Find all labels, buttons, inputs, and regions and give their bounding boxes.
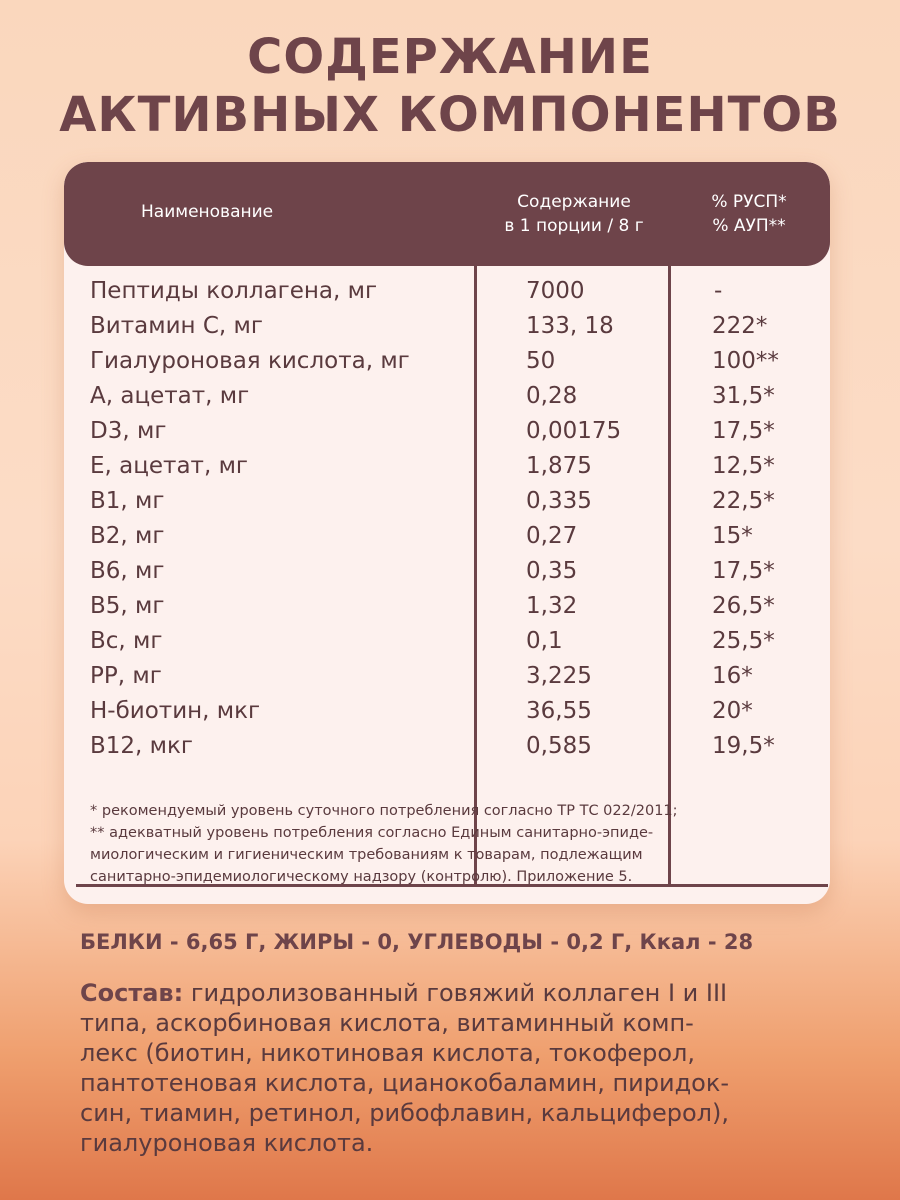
composition-line-6: гиалуроновая кислота.	[80, 1129, 374, 1157]
row-amount: 0,00175	[526, 418, 622, 444]
row-amount: 7000	[526, 278, 585, 304]
footnotes	[90, 800, 810, 888]
row-name: Витамин С, мг	[90, 313, 263, 339]
row-name: Гиалуроновая кислота, мг	[90, 348, 410, 374]
header-percent-line-2: % АУП**	[712, 216, 786, 236]
row-amount: 0,585	[526, 733, 592, 759]
header-percent-line-1: % РУСП*	[711, 192, 787, 212]
row-name: B2, мг	[90, 523, 165, 549]
row-percent: 17,5*	[712, 418, 775, 444]
table-header	[64, 162, 830, 266]
row-amount: 1,32	[526, 593, 578, 619]
table-row	[64, 309, 830, 344]
row-name: Bc, мг	[90, 628, 163, 654]
row-amount: 0,1	[526, 628, 563, 654]
row-amount: 0,35	[526, 558, 578, 584]
table-row	[64, 729, 830, 764]
row-percent: 17,5*	[712, 558, 775, 584]
row-percent: 31,5*	[712, 383, 775, 409]
nutrition-table-card	[64, 162, 830, 904]
macronutrients: БЕЛКИ - 6,65 Г, ЖИРЫ - 0, УГЛЕВОДЫ - 0,2 Г, Ккал - 28	[80, 930, 754, 954]
header-percent	[684, 190, 814, 238]
header-content	[474, 190, 674, 238]
row-amount: 50	[526, 348, 556, 374]
header-name: Наименование	[141, 202, 274, 222]
footnote-line-3: миологическим и гигиеническим требованиям к товарам, подлежащим	[90, 847, 643, 863]
row-name: B12, мкг	[90, 733, 193, 759]
row-name: А, ацетат, мг	[90, 383, 250, 409]
table-row	[64, 344, 830, 379]
row-percent: 222*	[712, 313, 768, 339]
row-percent: 25,5*	[712, 628, 775, 654]
row-amount: 0,28	[526, 383, 578, 409]
row-percent: 20*	[712, 698, 753, 724]
composition-line-2: типа, аскорбиновая кислота, витаминный комп-	[80, 1009, 694, 1037]
page-title	[0, 28, 900, 144]
row-percent: 100**	[712, 348, 779, 374]
table-row	[64, 624, 830, 659]
row-amount: 133, 18	[526, 313, 614, 339]
table-row	[64, 274, 830, 309]
row-name: PP, мг	[90, 663, 162, 689]
composition-line-1	[80, 978, 816, 1008]
table-body	[64, 274, 830, 764]
row-name: B6, мг	[90, 558, 165, 584]
composition-line-4: пантотеновая кислота, цианокобаламин, пиридок-	[80, 1069, 730, 1097]
composition	[80, 978, 816, 1158]
row-percent: 15*	[712, 523, 753, 549]
row-name: B5, мг	[90, 593, 165, 619]
table-row	[64, 414, 830, 449]
row-percent: 16*	[712, 663, 753, 689]
table-row	[64, 519, 830, 554]
table-row	[64, 379, 830, 414]
table-row	[64, 554, 830, 589]
composition-line-3: лекс (биотин, никотиновая кислота, токоферол,	[80, 1039, 696, 1067]
row-name: D3, мг	[90, 418, 167, 444]
row-amount: 0,27	[526, 523, 578, 549]
footnote-line-4: санитарно-эпидемиологическому надзору (контролю). Приложение 5.	[90, 869, 633, 885]
table-row	[64, 589, 830, 624]
table-row	[64, 449, 830, 484]
row-percent: 19,5*	[712, 733, 775, 759]
row-percent: 12,5*	[712, 453, 775, 479]
row-name: Е, ацетат, мг	[90, 453, 249, 479]
row-amount: 3,225	[526, 663, 592, 689]
footnote-line-2: ** адекватный уровень потребления согласно Единым санитарно-эпиде-	[90, 825, 654, 841]
table-row	[64, 694, 830, 729]
footnote-line-1: * рекомендуемый уровень суточного потребления согласно ТР ТС 022/2011;	[90, 803, 678, 819]
table-row	[64, 659, 830, 694]
row-amount: 0,335	[526, 488, 592, 514]
row-name: H-биотин, мкг	[90, 698, 261, 724]
row-amount: 1,875	[526, 453, 592, 479]
title-line-1: СОДЕРЖАНИЕ	[247, 29, 653, 85]
row-percent: -	[714, 278, 723, 304]
row-percent: 22,5*	[712, 488, 775, 514]
composition-text-1: гидролизованный говяжий коллаген I и III	[183, 979, 728, 1007]
header-content-line-2: в 1 порции / 8 г	[504, 216, 644, 236]
row-name: B1, мг	[90, 488, 165, 514]
row-name: Пептиды коллагена, мг	[90, 278, 378, 304]
row-percent: 26,5*	[712, 593, 775, 619]
composition-label: Состав:	[80, 979, 184, 1007]
row-amount: 36,55	[526, 698, 592, 724]
header-content-line-1: Содержание	[517, 192, 631, 212]
title-line-2: АКТИВНЫХ КОМПОНЕНТОВ	[59, 87, 841, 143]
composition-line-5: син, тиамин, ретинол, рибофлавин, кальциферол),	[80, 1099, 729, 1127]
table-row	[64, 484, 830, 519]
